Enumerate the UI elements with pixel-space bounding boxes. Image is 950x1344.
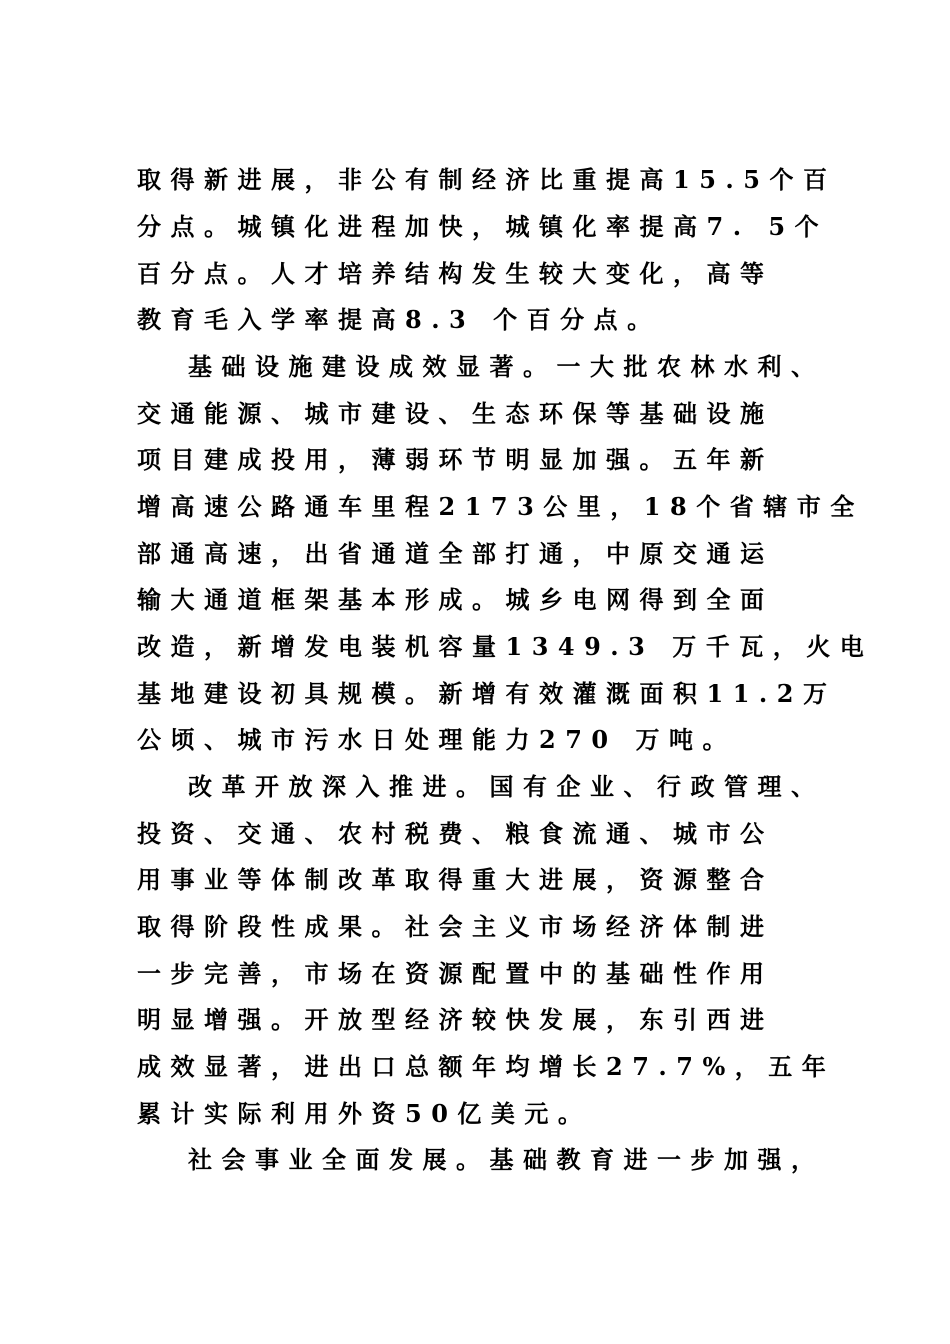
text-line: 公顷、城市污水日处理能力270 万吨。 [137,725,736,754]
text-line: 一步完善，市场在资源配置中的基础性作用 [137,959,774,988]
text-line: 取得阶段性成果。社会主义市场经济体制进 [137,912,774,941]
text-line: 部通高速，出省通道全部打通，中原交通运 [137,539,774,568]
paragraph-start-line: 改革开放深入推进。国有企业、行政管理、 [188,772,825,801]
text-line: 累计实际利用外资50亿美元。 [137,1099,592,1128]
text-line: 百分点。人才培养结构发生较大变化，高等 [137,259,774,288]
text-line: 输大通道框架基本形成。城乡电网得到全面 [137,585,774,614]
text-line: 改造，新增发电装机容量1349.3 万千瓦，火电 [137,632,874,661]
text-line: 增高速公路通车里程2173公里，18个省辖市全 [137,492,864,521]
paragraph-start-line: 社会事业全面发展。基础教育进一步加强， [188,1145,825,1174]
text-line: 投资、交通、农村税费、粮食流通、城市公 [137,819,774,848]
text-line: 项目建成投用，薄弱环节明显加强。五年新 [137,445,774,474]
text-line: 分点。城镇化进程加快，城镇化率提高7. 5个 [137,212,829,241]
text-line: 基地建设初具规模。新增有效灌溉面积11.2万 [137,679,837,708]
text-line: 交通能源、城市建设、生态环保等基础设施 [137,399,774,428]
text-line: 教育毛入学率提高8.3 个百分点。 [137,305,661,334]
text-line: 成效显著，进出口总额年均增长27.7%，五年 [137,1052,836,1081]
text-line: 用事业等体制改革取得重大进展，资源整合 [137,865,774,894]
paragraph-start-line: 基础设施建设成效显著。一大批农林水利、 [188,352,825,381]
text-line: 取得新进展，非公有制经济比重提高15.5个百 [137,165,837,194]
text-line: 明显增强。开放型经济较快发展，东引西进 [137,1005,774,1034]
